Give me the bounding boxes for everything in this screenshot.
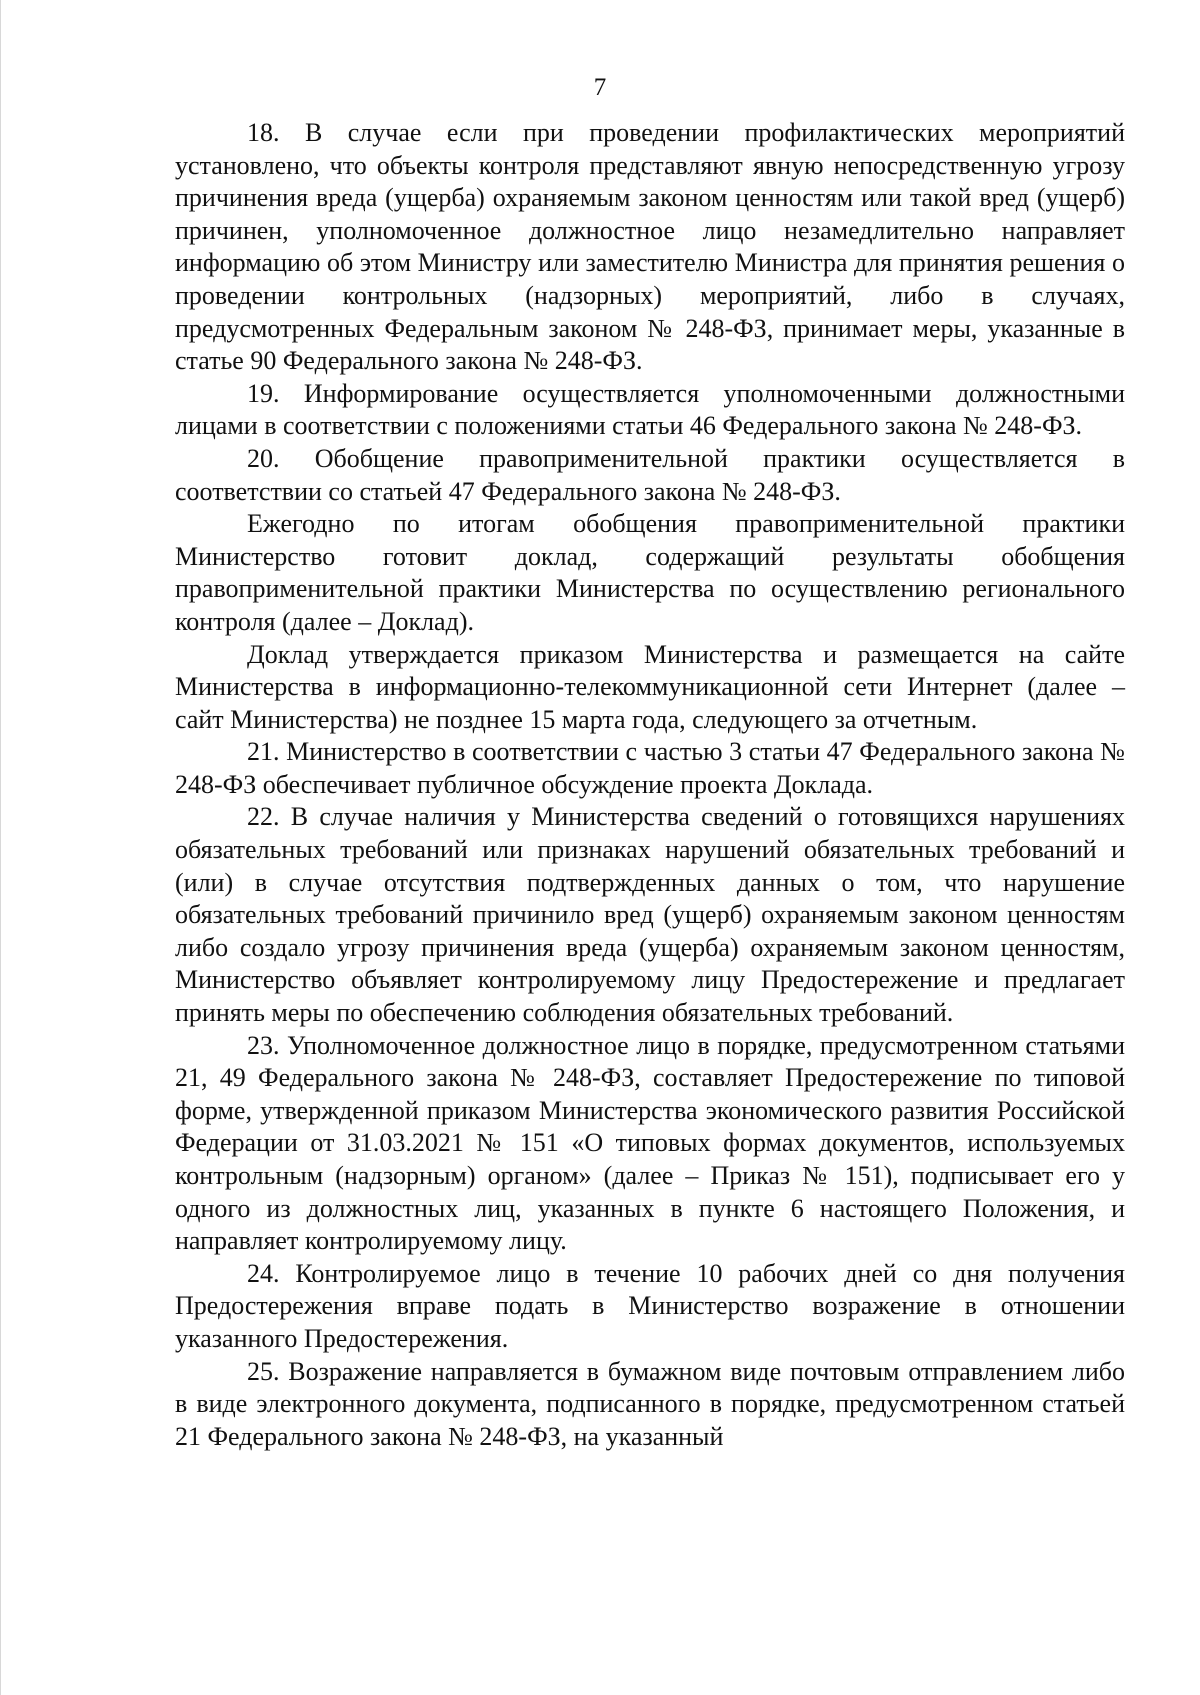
paragraph-22: 22. В случае наличия у Министерства сведений о готовящихся нарушениях обязательных требований или признаках нарушений обязательных требований и (или) в случае отсутствия подтвержденных данных о том, что нарушение обязательных требований причинило вред (ущерб) охраняемым законом ценностям либо создало угрозу причинения вреда (ущерба) охраняемым законом ценностям, Министерство объявляет контролируемому лицу Предостережение и предлагает принять меры по обеспечению соблюдения обязательных требований. (175, 802, 1125, 1028)
paragraph-23: 23. Уполномоченное должностное лицо в порядке, предусмотренном статьями 21, 49 Федерального закона № 248-ФЗ, составляет Предостережение по типовой форме, утвержденной приказом Министерства экономического развития Российской Федерации от 31.03.2021 № 151 «О типовых формах документов, используемых контрольным (надзорным) органом» (далее – Приказ № 151), подписывает его у одного из должностных лиц, указанных в пункте 6 настоящего Положения, и направляет контролируемому лицу. (175, 1030, 1125, 1256)
paragraph-19: 19. Информирование осуществляется уполномоченными должностными лицами в соответствии с положениями статьи 46 Федерального закона № 248-ФЗ. (175, 378, 1125, 441)
page-number: 7 (593, 74, 607, 101)
paragraph-18: 18. В случае если при проведении профилактических мероприятий установлено, что объекты контроля представляют явную непосредственную угрозу причинения вреда (ущерба) охраняемым законом ценностям или такой вред (ущерб) причинен, уполномоченное должностное лицо незамедлительно направляет информацию об этом Министру или заместителю Министра для принятия решения о проведении контрольных (надзорных) мероприятий, либо в случаях, предусмотренных Федеральным законом № 248-ФЗ, принимает меры, указанные в статье 90 Федерального закона № 248-ФЗ. (175, 118, 1125, 376)
paragraph-25: 25. Возражение направляется в бумажном виде почтовым отправлением либо в виде электронного документа, подписанного в порядке, предусмотренном статьей 21 Федерального закона № 248-ФЗ, на указанный (175, 1356, 1125, 1451)
paragraph-24: 24. Контролируемое лицо в течение 10 рабочих дней со дня получения Предостережения вправе подать в Министерство возражение в отношении указанного Предостережения. (175, 1258, 1125, 1353)
paragraph-21: 21. Министерство в соответствии с частью 3 статьи 47 Федерального закона № 248-ФЗ обеспечивает публичное обсуждение проекта Доклада. (175, 737, 1125, 799)
paragraph-annual-report: Ежегодно по итогам обобщения правоприменительной практики Министерство готовит доклад, содержащий результаты обобщения правоприменительной практики Министерства по осуществлению регионального контроля (далее – Доклад). (175, 509, 1125, 636)
scan-edge-line (0, 0, 1, 1695)
paragraph-report-approval: Доклад утверждается приказом Министерства и размещается на сайте Министерства в информационно-телекоммуникационной сети Интернет (далее – сайт Министерства) не позднее 15 марта года, следующего за отчетным. (175, 639, 1125, 734)
document-body (175, 117, 1125, 1453)
paragraph-20: 20. Обобщение правоприменительной практики осуществляется в соответствии со статьей 47 Федерального закона № 248-ФЗ. (175, 443, 1125, 506)
